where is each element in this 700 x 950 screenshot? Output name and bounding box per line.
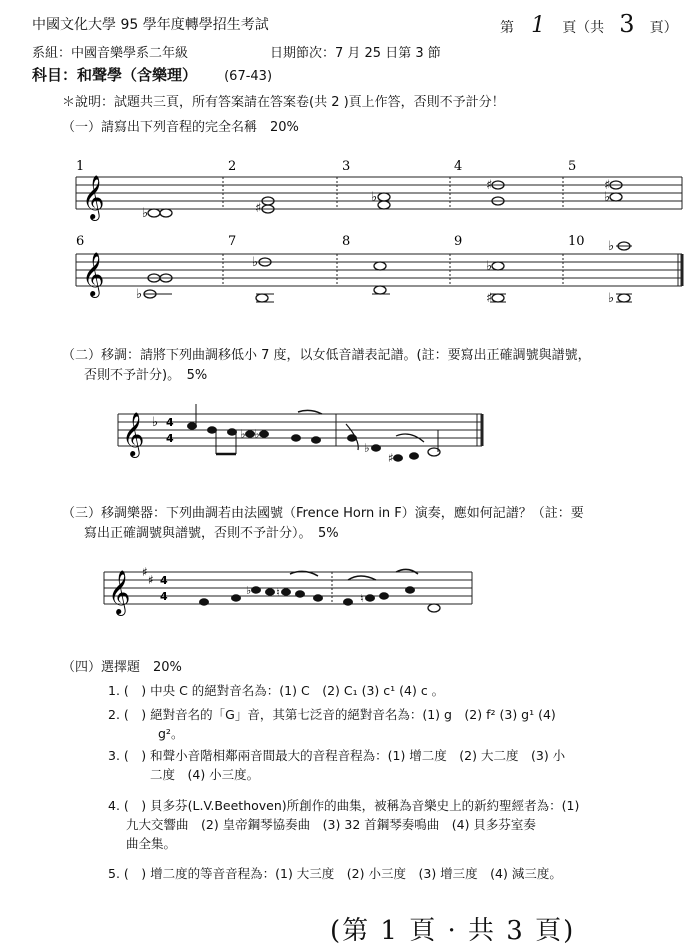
section-two-title-cont: 否則不予計分)。 5% — [84, 368, 208, 383]
flat-icon: ♭ — [604, 190, 611, 205]
flat-icon: ♭ — [364, 441, 370, 455]
page-number: 1 — [531, 13, 546, 38]
question-3-cont: 二度 (4) 小三度。 — [150, 767, 260, 782]
flat-icon: ♭ — [608, 239, 615, 254]
flat-icon: ♭ — [371, 190, 378, 205]
measure-number: 10 — [568, 234, 585, 249]
eighth-note — [282, 589, 291, 595]
school-title: 中國文化大學 95 學年度轉學招生考試 — [32, 17, 269, 33]
question-4 — [108, 796, 579, 853]
question-1-text: 1. ( ) 中央 C 的絕對音名為：(1) C (2) C₁ (3) c¹ (4) c 。 — [108, 683, 445, 698]
section-three-title-cont: 寫出正確調號與譜號，否則不予計分）。 5% — [84, 526, 339, 541]
question-5 — [108, 864, 562, 883]
section-one-title: （一）請寫出下列音程的完全名稱 20% — [62, 120, 299, 135]
page-prefix: 第 — [500, 20, 514, 36]
question-2-text: 2. ( ) 絕對音名的「G」音，其第七泛音的絕對音名為：(1) g (2) f² (3) g¹ (4) — [108, 707, 556, 722]
flat-icon: ♭ — [246, 584, 252, 597]
question-4-text: 4. ( ) 貝多芬(L.V.Beethoven)所創作的曲集，被稱為音樂史上的新約聖經者為：(1) — [108, 798, 580, 813]
subject-code: (67-43) — [224, 69, 273, 84]
measure-number: 5 — [568, 159, 577, 174]
question-3 — [108, 746, 565, 784]
measure-number: 3 — [342, 159, 351, 174]
treble-clef-icon: 𝄞 — [108, 570, 131, 614]
time-sig-top: 4 — [166, 416, 174, 429]
question-4-cont: 九大交響曲 (2) 皇帝鋼琴協奏曲 (3) 32 首鋼琴奏鳴曲 (4) 貝多芬室奏 — [126, 817, 536, 832]
page-footer: (第 1 頁 · 共 3 頁) — [330, 916, 576, 946]
question-1 — [108, 681, 444, 700]
flat-icon: ♭ — [136, 287, 143, 302]
key-signature-sharp-icon: ♯ — [148, 573, 154, 587]
sharp-icon: ♯ — [255, 201, 262, 216]
flat-icon: ♭ — [486, 259, 493, 274]
question-2 — [108, 705, 556, 743]
question-3-text: 3. ( ) 和聲小音階相鄰兩音間最大的音程音程為：(1) 增二度 (2) 大二度 (3) 小 — [108, 748, 566, 763]
flat-icon: ♭ — [254, 427, 260, 441]
eighth-note — [366, 595, 375, 601]
sharp-icon: ♯ — [486, 178, 493, 193]
key-signature-sharp-icon: ♯ — [142, 565, 148, 579]
measure-number: 1 — [76, 159, 85, 174]
dept-line: 系組：中國音樂學系二年級 — [32, 46, 189, 61]
instructions-note: ＊說明：試題共三頁，所有答案請在答案卷(共 2 )頁上作答，否則不予計分！ — [62, 95, 505, 110]
flat-icon: ♭ — [240, 427, 246, 441]
quarter-note — [200, 599, 209, 605]
eighth-note — [296, 591, 305, 597]
question-4-cont2: 曲全集。 — [126, 836, 177, 851]
measure-number: 4 — [454, 159, 463, 174]
quarter-note — [344, 599, 353, 605]
page-mid: 頁（共 — [562, 20, 605, 36]
eighth-note — [252, 587, 261, 593]
sharp-icon: ♯ — [388, 451, 394, 465]
page-total: 3 — [619, 10, 635, 38]
slur — [348, 576, 376, 580]
section-four-title: （四）選擇題 20% — [62, 660, 182, 675]
section-three-title: （三）移調樂器：下列曲調若由法國號（Frence Horn in F）演奏，應如何記譜？（註：要 — [62, 506, 584, 521]
sharp-icon: ♯ — [604, 178, 611, 193]
treble-clef-icon: 𝄞 — [122, 412, 145, 456]
time-sig-bottom: 4 — [166, 432, 174, 445]
page-suffix: 頁） — [649, 20, 678, 36]
sharp-icon: ♯ — [486, 291, 493, 306]
quarter-note — [406, 587, 415, 593]
treble-clef-icon: 𝄞 — [82, 252, 105, 296]
question-2-cont: g²。 — [158, 726, 184, 741]
quarter-note — [314, 595, 323, 601]
measure-number: 8 — [342, 234, 351, 249]
treble-clef-icon: 𝄞 — [82, 175, 105, 219]
time-sig-bottom: 4 — [160, 590, 168, 603]
eighth-note — [266, 589, 275, 595]
quarter-note — [232, 595, 241, 601]
section-two-title: （二）移調：請將下列曲調移低小 7 度，以女低音譜表記譜。(註：要寫出正確調號與譜號， — [62, 348, 591, 363]
date-line: 日期節次：7 月 25 日第 3 節 — [270, 46, 441, 61]
natural-icon: ♮ — [276, 586, 280, 599]
measure-number: 7 — [228, 234, 237, 249]
half-note — [428, 604, 440, 612]
key-signature-flat-icon: ♭ — [152, 415, 159, 430]
time-sig-top: 4 — [160, 574, 168, 587]
natural-icon: ♮ — [360, 592, 364, 605]
measure-number: 2 — [228, 159, 237, 174]
flat-icon: ♭ — [142, 206, 149, 221]
subject: 科目：和聲學（含樂理） — [32, 66, 198, 84]
eighth-note — [380, 593, 389, 599]
question-5-text: 5. ( ) 增二度的等音音程為：(1) 大三度 (2) 小三度 (3) 增三度 (4) 減三度。 — [108, 866, 562, 881]
flat-icon: ♭ — [252, 255, 259, 270]
measure-number: 6 — [76, 234, 85, 249]
measure-number: 9 — [454, 234, 463, 249]
flat-icon: ♭ — [608, 291, 615, 306]
